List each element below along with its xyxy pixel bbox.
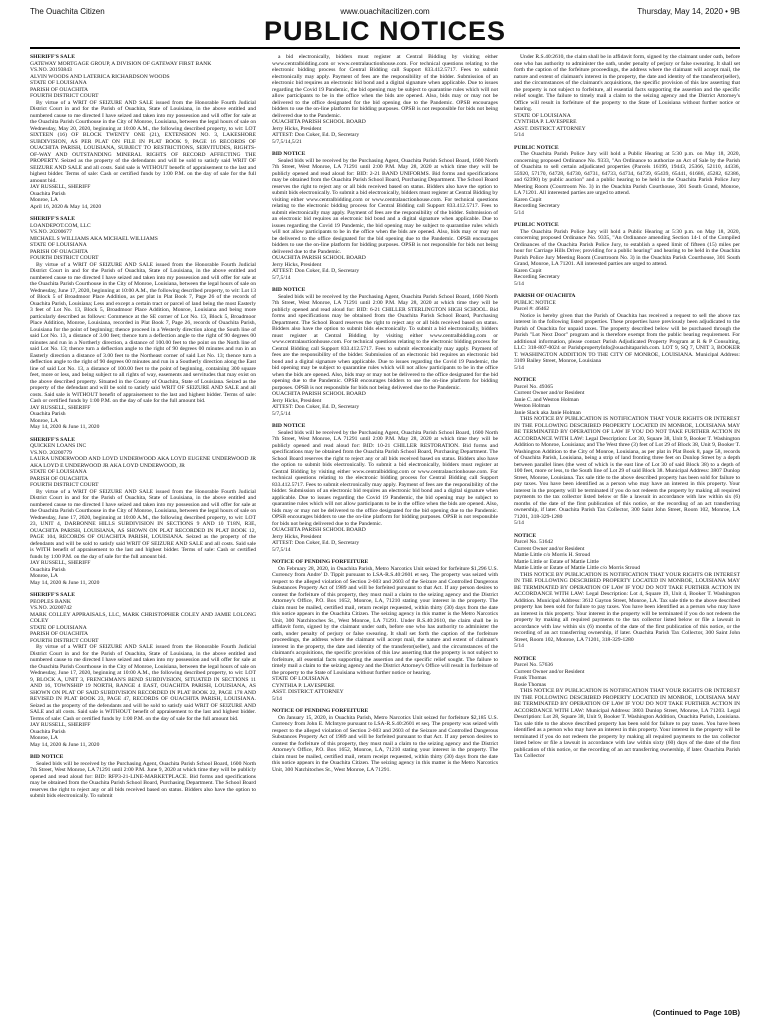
notice-line: PARISH OF OUACHITA	[30, 86, 89, 93]
notice-line: MICHAEL S WILLIAMS AKA MICHAEL WILLIAMS	[30, 235, 158, 242]
notice-body: Sealed bids will be received by the Purchasing Agent, Ouachita Parish School Board, 1600 North 7th Street, West Monroe, LA 71291 until 2:00 P.M. May 28, 2020 at which time they will be publicly opened and read aloud for: BID: 6-21 CHILLER STERLINGTON HIGH SCHOOL. Bid forms and specifications may be obtained from the Ouachita Parish School Board, Purchasing Department. The School Board reserves the right to reject any or all bids received based on status. Bidders also have the option to submit bids electronically. To submit a bid electronically, bidders must register at Central Bidding by visiting either www.centralbidding.com or www.centralauctionhouse.com. For technical questions relating to the electronic bidding process for Central Bidding call Support 833.412.5717. Fees to submit electronically may apply. Payment of fees are the responsibility of the bidder. Submission of an electronic bid requires an electronic bid bond and a digital signature when applicable. Due to issues regarding the Covid 19 Pandemic, the bid opening may be subject to quarantine rules which will not allow participants to be in the office when the bids are opened. Also, bids may or may not be delivered to the office designated for the bid opening due to the Pandemic. OPSB encourages bidders to use the on-line platform for bidding purposes. OPSB is not responsible for bids not being delivered due to the Pandemic.	[272, 293, 498, 391]
notice-signature-line: Recording Secretary	[514, 203, 560, 209]
notice-line: FOURTH DISTRICT COURT	[30, 255, 99, 261]
notice-heading: SHERIFF'S SALE	[30, 592, 75, 598]
notice-line: VS.NO. 20193843	[30, 67, 72, 73]
notice-signature-line: Karen Cupit	[514, 196, 542, 203]
notice-signature-line: Jerry Hicks, President	[272, 125, 322, 132]
legal-notice	[514, 656, 740, 760]
notice-signature-line: ATTEST: Don Coker, Ed. D, Secretary	[272, 132, 360, 138]
notice-line: STATE OF LOUISIANA	[30, 242, 87, 248]
notice-heading: PUBLIC NOTICE	[514, 144, 559, 151]
section-title: PUBLIC NOTICES	[263, 16, 506, 46]
notice-signature-line: STATE OF LOUISIANA	[272, 676, 329, 682]
column-2	[272, 54, 498, 1004]
column-1	[30, 54, 256, 1004]
notice-line: Parcel #: 46462	[514, 306, 550, 312]
notice-body: Under R.S.40:2610, the claim shall be in affidavit form, signed by the claimant under oath, before one who has authority to administer the oath, under penalty of perjury or false swearing. It shall set forth the caption of the forfeiture proceedings, the address where the claimant will accept mail, the nature and extent of claimant's interest in the property, the date and identity of the transferor(seller), and the circumstances of the claimant's acquisitions, the specific provision of this law asserting that the property is not subject to forfeiture, all essential facts supporting the assertion and the specific relief sought. The failure to timely mail a claim to the seizing agency and the District Attorney's Office will result in forfeiture of the property to the State of Louisiana without further notice or hearing.	[514, 54, 740, 112]
notice-heading: PUBLIC NOTICE	[514, 222, 559, 228]
notice-line: PARISH OF OUACHITA	[30, 475, 89, 482]
dateline: Thursday, May 14, 2020 • 9B	[637, 7, 740, 16]
legal-notice	[272, 287, 498, 417]
notice-signature-line: 5/7,5/14,5/21	[272, 138, 302, 145]
legal-notice	[30, 437, 256, 587]
notice-line: LOANDEPOT.COM, LLC	[30, 222, 91, 229]
notice-line: Current Owner and/or Resident	[514, 390, 585, 396]
notice-heading: SHERIFF'S SALE	[30, 436, 75, 443]
notice-line: ALVIN WOODS AND LATERICA RICHARDSON WOODS	[30, 73, 170, 80]
site-url[interactable]: www.ouachitacitizen.com	[340, 7, 430, 16]
notice-line: Parcel No. 57636	[514, 662, 553, 668]
notice-signature-line: OUACHITA PARISH SCHOOL BOARD	[272, 527, 366, 533]
notice-body: The Ouachita Parish Police Jury will hold a Public Hearing at 5:30 p.m. on May 18, 2020, concerning proposed Ordinance No. 9333, "An Ordinance to authorize an Act of Sale by the Parish of Ouachita to sell certain adjudicated properties (Parcels 16199, 19443, 25366, 52110, 44336, 55920, 57170, 64728, 64730, 64731, 64733, 64734, 64739, 65439, 65441, 61686, 45282, 62386, and 62390) by public auction" and a public hearing to be held in the Ouachita Parish Police Jury Meeting Room (Courtroom No. 3) in the Ouachita Parish Courthouse, 301 South Grand, Monroe, LA 71201. All interested parties are urged to attend.	[514, 151, 740, 196]
notice-line: VS.NO. 20200779	[30, 449, 72, 456]
notice-signature-line: OUACHITA PARISH SCHOOL BOARD	[272, 391, 366, 397]
legal-notice	[30, 754, 256, 800]
notice-signature-line: Monroe, LA	[30, 197, 58, 203]
notice-line: VS.NO. 20200742	[30, 605, 72, 611]
notice-line: Mattie Little c/o Morris H. Stroud	[514, 552, 591, 558]
notice-line: Mattie Little or Estate of Mattie Little c/o Morris Stroud	[514, 565, 640, 571]
notice-body: a bid electronically, bidders must register at Central Bidding by visiting either www.centralbidding.com or www.centralauctionhouse.com. For technical questions relating to the electronic bidding process for Central Bidding call Support 833.412.5717. Fees to submit electronically may apply. Payment of fees are the responsibility of the bidder. Submission of an electronic bid requires an electronic bid bond and a digital signature when applicable. Due to issues regarding the Covid 19 Pandemic, the bid opening may be subject to quarantine rules which will not allow participants to be in the office when the bids are opened. Also, bids may or may not be delivered to the office designated for the bid opening due to the Pandemic. OPSB encourages bidders to use the on-line platform for bidding purposes. OPSB is not responsible for bids not being delivered due to the Pandemic.	[272, 54, 498, 119]
column-3	[514, 54, 740, 1004]
notice-line: Current Owner and/or Resident	[514, 668, 585, 675]
notice-body: Sealed bids will be received by the Purchasing Agent, Ouachita Parish School Board, 1600 North 7th Street, West Monroe, LA 71291 until 2:00 P.M. May 28, 2020 at which time they will be publicly opened and read aloud for: BID: 2-21 BAND UNIFORMS. Bid forms and specifications may be obtained from the Ouachita Parish School Board, Purchasing Department. The School Board reserves the right to reject any or all bids received based on status. Bidders also have the option to submit bids electronically. To submit a bid electronically, bidders must register at Central Bidding by visiting either www.centralbidding.com or www.centralauctionhouse.com. For technical questions relating to the electronic bidding process for Central Bidding call Support 833.412.5717. Fees to submit electronically may apply. Payment of fees are the responsibility of the bidder. Submission of an electronic bid requires an electronic bid bond and a digital signature when applicable. Due to issues regarding the Covid 19 Pandemic, the bid opening may be subject to quarantine rules which will not allow participants to be in the office when the bids are opened. Also, bids may or may not be delivered to the office designated for the bid opening due to the Pandemic. OPSB encourages bidders to use the on-line platform for bidding purposes. OPSB is not responsible for bids not being delivered due to the Pandemic.	[272, 157, 498, 255]
notice-line: LAURA UNDERWOOD AND LOYD UNDERWOOD AKA LOYD EUGENE UNDERWOOD JR AKA LOYD E UNDERWOOD JR AKA LOYD UNDERWOOD, JR	[30, 456, 256, 469]
notice-body: The Ouachita Parish Police Jury will hold a Public Hearing at 5:30 p.m. on May 18, 2020, concerning proposed Ordinance No. 9335, "An Ordinance amending Section 14-1 of the Compiled Ordinances of the Ouachita Parish Police Jury, to establish a speed limit of fifteen (15) miles per hour for Carriage Hills Drive; providing for a public hearing" and hearing to be held in the Ouachita Parish Police Jury Meeting Room (Courtroom No. 3) in the Ouachita Parish Courthouse, 301 South Grand, Monroe, LA 71201. All interested parties are urged to attend.	[514, 228, 740, 267]
notice-signature-line: Ouachita Parish	[30, 728, 66, 735]
notice-signature-line: May 14, 2020 & June 11, 2020	[30, 424, 100, 430]
notice-body: By virtue of a WRIT OF SEIZURE AND SALE issued from the Honorable Fourth Judicial District Court in and for the Parish of Ouachita, State of Louisiana, in the above entitled and numbered cause to me directed I have seized and taken into my possession and will offer for sale at the Ouachita Parish Courthouse in the City of Monroe, Louisiana, between the legal hours of sale on Wednesday, May 20, 2020, beginning at 10:00 A.M., the following described property, to wit: LOT SIXTEEN (16) OF BLOCK TWENTY ONE (21), EXTENSION NO. 3, LAKESHORE SUBDIVISION, AS PER PLAT ON FILE IN PLAT BOOK 9, PAGE 16 RECORDS OF OUACHITA PARISH, LOUISIANA, SUBJECT TO RESTRICTIONS, SERVITUDES, RIGHTS-OF-WAY AND OUTSTANDING MINERAL RIGHTS OF RECORD AFFECTING THE PROPERTY. Seized as the property of the defendants and will be sold to satisfy said WRIT OF SEIZURE AND SALE and all costs. Said sale is WITHOUT benefit of appraisement to the last and highest bidder. Terms of sale: Cash or certified funds by 1:00 P.M. on the day of sale for the full amount bid.	[30, 99, 256, 184]
notice-body: Notice is hereby given that the Parish of Ouachita has received a request to sell the above tax interest in the following listed properties. These properties have previously been adjudicated to the Parish of Ouachita for unpaid taxes. The property described below will be purchased through the Parish "Lot Next Door" program and is therefore exempt from the public bearing requirement. For additional information, please contact Parish Adjudicated Property Program at R & P Consulting, LLC: 318-807-0024 or ParishpropertyInfo@ouachitaparish.com. LOT 9, SQ 7, UNIT 3, BOOKER T. WASHINGTON ADDITION TO THE CITY OF MONROE, LOUISIANA. Municipal Address: 3109 Bailey Street, Monroe, Louisiana	[514, 312, 740, 364]
notice-heading: NOTICE	[514, 532, 537, 539]
notice-signature-line: Jerry Hicks, President	[272, 261, 322, 268]
legal-notice	[514, 54, 740, 139]
notice-signature-line: ASST. DISTRICT ATTORNEY	[272, 689, 344, 695]
notice-body: THIS NOTICE BY PUBLICATION IS NOTIFICATION THAT YOUR RIGHTS OR INTEREST IN THE FOLLOWING DESCRIBED PROPERTY LOCATED IN MONROE, LOUISIANA MAY BE TERMINATED BY OPERATION OF LAW IF YOU DO NOT TAKE FURTHER ACTION IN ACCORDANCE WITH LAW: Legal Description: Lot 30, Square 38, Unit 9, Booker T. Washington Addition to Monroe, Louisiana; and The West three (3) feet of Lot 29 of Block 38, Unit 9, Booker T. Washington Addition to the City of Monroe, Louisiana, as per plat in Plat Book 8, page 58, records of Ouachita Parish, Louisiana, being a strip of land fronting three feet on Dunlop Street by a depth between parallel lines (the west of which is the east line of Lot 30 of said Block 38) to a depth of 100 feet, more or less, to the South line of Lot 29 of said Block 38. Municipal Address: 3807 Dunlop Street, Monroe, Louisiana. Tax sale title to the above described property has been sold for failure to pay taxes. You have been identified as a person who may have an interest in this property. Your interest in the property will be terminated if you do not redeem the property by making all required payments to the tax collector listed below or file a lawsuit in accordance with law within six (6) months of the date of the first publication of this notice, or the recording of an act transferring ownership, if later. Ouachita Parish Tax Collector, 300 Saint John Street, Room 102, Monroe, LA 71201, 318-329-1280	[514, 416, 740, 520]
notice-heading: NOTICE OF PENDING FORFEITURE	[272, 708, 369, 714]
notice-line: FOURTH DISTRICT COURT	[30, 482, 99, 488]
continued-note: (Continued to Page 10B)	[652, 1008, 740, 1017]
notice-line: STATE OF LOUISIANA	[30, 80, 87, 86]
legal-notice	[514, 293, 740, 371]
notice-body: Sealed bids will be received by the Purchasing Agent, Ouachita Parish School Board, 1600 North 7th Street, West Monroe, LA 71291 until 2:00 P.M. May 28, 2020 at which time they will be publicly opened and read aloud for: BID: 10-21 CHILLER RESTORATION. Bid forms and specifications may be obtained from the Ouachita Parish School Board, Purchasing Department. The School Board reserves the right to reject any or all bids received based on status. Bidders also have the option to submit bids electronically. To submit a bid electronically, bidders must register at Central Bidding by visiting either www.centralbidding.com or www.centralauctionhouse.com. For technical questions relating to the electronic bidding process for Central Bidding call Support 833.412.5717. Fees to submit electronically may apply. Payment of fees are the responsibility of the bidder. Submission of an electronic bid requires an electronic bid bond and a digital signature when applicable. Due to issues regarding the Covid 19 Pandemic, the bid opening may be subject to quarantine rules which will not allow participants to be in the office when the bids are opened. Also, bids may or may not be delivered to the office designated for the bid opening due to the Pandemic. OPSB encourages bidders to use the on-line platform for bidding purposes. OPSB is not responsible for bids not being delivered due to the Pandemic.	[272, 429, 498, 527]
notice-body: On February 28, 2020, in Ouachita Parish, Metro Narcotics Unit seized for forfeiture $1,296 U.S. Currency from Andre' D. Tippit pursuant to LSA-R.S.40:2601 et seq. The property was seized with respect to the alleged violation of Section 2-603 and 2603 of the Seizure and Controlled Dangerous Substances Property Act of 1989 and will be forfeited pursuant to that Act. If any person desires to contest the forfeiture of this property, they must mail a claim to the seizing agency and the District Attorney's Office, P.O. Box 1652, Monroe, LA, 71210 stating your interest in the property. The claim must be mailed, certified mail, return receipt requested, within thirty (30) days from the date this notice appears in the Ouachita Citizen. The seizing agency in this matter is the Metro Narcotics Unit, 300 Natchitoches St., West Monroe, LA 71291. Under R.S.40:2610, the claim shall be in affidavit form, signed by the claimant under oath, before one who has authority to administer the oath, under penalty of perjury or false swearing. It shall set forth the caption of the forfeiture proceedings, the address where the claimant will accept mail, the nature and extent of claimant's interest in the property, the date and identity of the transferor(seller), and the circumstances of the claimant's acquisitions, the specific provision of this law asserting that the property is not subject to forfeiture, all essential facts supporting the assertion and the specific relief sought. The failure to timely mail a claim to the seizing agency and the District Attorney's Office will result in forfeiture of the property to the State of Louisiana without further notice or hearing.	[272, 565, 498, 676]
legal-notice	[514, 377, 740, 527]
notice-signature-line: 5/14	[514, 280, 524, 287]
notice-signature-line: Karen Cupit	[514, 267, 542, 274]
notice-line: FOURTH DISTRICT COURT	[30, 637, 99, 644]
notice-body: On January 15, 2020, in Ouachita Parish, Metro Narcotics Unit seized for forfeiture $2,185 U.S. Currency from John E. McIntyre pursuant to LSA-R.S.40:2601 et seq. The property was seized with respect to the alleged violation of Section 2-603 and 2603 of the Seizure and Controlled Dangerous Substances Property Act of 1989 and will be forfeited pursuant to that Act. If any person desires to contest the forfeiture of this property, they must mail a claim to the seizing agency and the District Attorney's Office, P.O. Box 1652, Monroe, LA, 71210 stating your interest in the property. The claim must be mailed, certified mail, return receipt requested, within thirty (30) days from the date this notice appears in the Ouachita Citizen. The seizing agency in this matter is the Metro Narcotics Unit, 300 Natchitoches St., West Monroe, LA 71291.	[272, 714, 498, 773]
notice-signature-line: 5/14	[272, 695, 282, 702]
notice-line: PARISH OF OUACHITA	[30, 248, 89, 255]
notice-signature-line: Monroe, LA	[30, 573, 58, 579]
notice-signature-line: JAY RUSSELL, SHERIFF	[30, 560, 91, 566]
notice-line: VS.NO. 20200677	[30, 229, 72, 235]
notice-heading: PARISH OF OUACHITA	[514, 293, 576, 299]
notice-signature-line: Ouachita Parish	[30, 566, 66, 573]
legal-notice	[514, 533, 740, 650]
notice-heading: BID NOTICE	[272, 287, 306, 293]
notice-signature-line: JAY RUSSELL, SHERIFF	[30, 404, 91, 411]
title-rule	[30, 47, 740, 49]
notice-body: By virtue of a WRIT OF SEIZURE AND SALE issued from the Honorable Fourth Judicial District Court in and for the Parish of Ouachita, State of Louisiana, in the above entitled and numbered cause to me directed I have seized and taken into my possession and will offer for sale at the Ouachita Parish Courthouse in the City of Monroe, Louisiana, between the legal hours of sale on Wednesday, June 17, 2020, beginning at 10:00 A.M., the following described property, to wit: Lot 13 of Block 5 of Broadmoor Place Addition, as per plat in Plat Book 7, Page 26 of the records of Ouachita Parish, Louisiana; Less and except a certain tract or parcel of land being the most Easterly 3 feet of Lot No. 13, Block 5, Broadmoor Place Addition, Monroe, Louisiana and being more particularly described as follows: Commence at the SE corner of Lot No. 13, Block 5, Broadmoor Place Addition, Monroe, Louisiana, recorded in Plat Book 7, Page 26, records of Ouachita Parish, Louisiana for the point of beginning; thence proceed in a Westerly direction along the South line of said Lot No. 13, a distance of 3.00 feet; thence turn a deflection angle to the right of 90 degrees 00 minutes and run in a Northerly direction, a distance of 100.00 feet to the point on the North line of said Lot No. 13; thence turn a deflection angle to the right of 90 degrees 00 minutes and run in an Easterly direction a distance of 3.00 feet to the Northeast corner of said Lot No. 13; thence turn a deflection angle to the right of 90 degrees 00 minutes and run in a Southerly direction along the East line of said Lot No. 13, a distance of 100.00 feet to the point of beginning, containing 300 square feet, more or less, and being subject to all rights of way, easements and servitudes that may exist on the above described property. Situated in the County of Ouachita, State of Louisiana. Seized as the property of the defendant and will be sold to satisfy said WRIT OF SEIZURE AND SALE and all costs. Said sale is WITHOUT benefit of appraisement to the last and highest bidder. Terms of sale: Cash or certified funds by 1:00 P.M. on the day of sale for the full amount bid.	[30, 261, 256, 404]
notice-signature-line: ATTEST: Don Coker, Ed. D, Secretary	[272, 540, 360, 546]
notice-signature-line: 5/14	[514, 643, 524, 649]
notice-line: Current Owner and/or Resident	[514, 545, 585, 552]
notice-signature-line: JAY RUSSELL, SHERIFF	[30, 722, 91, 728]
notice-heading: SHERIFF'S SALE	[30, 54, 75, 60]
legal-notice	[30, 592, 256, 748]
notice-signature-line: ATTEST: Don Coker, Ed. D, Secretary	[272, 404, 360, 410]
legal-notice	[30, 216, 256, 431]
notice-signature-line: Ouachita Parish	[30, 411, 66, 417]
notice-signature-line: Recording Secretary	[514, 274, 560, 280]
notice-signature-line: CYNTHIA P. LAVESPERE	[514, 119, 577, 125]
notice-line: QUICKEN LOANS INC	[30, 443, 87, 449]
notice-signature-line: Monroe, LA	[30, 735, 58, 741]
legal-notice	[272, 151, 498, 281]
notice-signature-line: OUACHITA PARISH SCHOOL BOARD	[272, 255, 366, 261]
notice-signature-line: STATE OF LOUISIANA	[514, 112, 571, 119]
legal-notice	[514, 222, 740, 287]
notice-signature-line: 5/7,5/14	[272, 410, 291, 417]
notice-signature-line: Jerry Hicks, President	[272, 533, 322, 540]
notice-signature-line: Ouachita Parish	[30, 190, 66, 197]
paper-name: The Ouachita Citizen	[30, 7, 105, 16]
notice-heading: BID NOTICE	[272, 423, 306, 429]
notice-signature-line: ATTEST: Don Coker, Ed. D, Secretary	[272, 268, 360, 274]
notice-line: PARISH OF OUACHITA	[30, 631, 89, 637]
notice-signature-line: 5/7,5/14	[272, 274, 291, 281]
notice-heading: SHERIFF'S SALE	[30, 216, 75, 222]
notice-line: Janie C. and Weston Holman	[514, 396, 579, 403]
notice-signature-line: May 14, 2020 & June 11, 2020	[30, 579, 100, 586]
legal-notice	[272, 708, 498, 773]
notice-signature-line: OUACHITA PARISH SCHOOL BOARD	[272, 119, 366, 125]
notice-signature-line: CYNTHIA P. LAVESPERE	[272, 682, 335, 689]
notice-body: By virtue of a WRIT OF SEIZURE AND SALE issued from the Honorable Fourth Judicial District Court in and for the Parish of Ouachita, State of Louisiana, in the above entitled and numbered cause to me directed I have seized and taken into my possession and will offer for sale at the Ouachita Parish Courthouse in the City of Monroe, Louisiana, between the legal hours of sale on Wednesday, June 17, 2020, beginning at 10:00 A.M., the following described property, to wit: LOT 9, BLOCK A, UNIT 3, FRENCHMAN'S BEND SUBDIVISION, SITUATED IN SECTIONS 11 AND 16, TOWNSHIP 19 NORTH, RANGE 4 EAST, OUACHITA PARISH, LOUISIANA, AS SHOWN ON PLAT OF SAID SUBDIVISION RECORDED IN PLAT BOOK 22, PAGE 178 AND REVISED IN PLAT BOOK 23, PAGE 47, RECORDS OF OUACHITA PARISH, LOUISIANA. Seized as the property of the defendants and will be sold to satisfy said WRIT OF SEIZURE AND SALE and all costs. Said sale is WITHOUT benefit of appraisement to the last and highest bidder. Terms of sale: Cash or certified funds by 1:00 P.M. on the day of sale for the full amount bid.	[30, 644, 256, 722]
notice-signature-line: May 14, 2020 & June 11, 2020	[30, 741, 100, 748]
legal-notice	[272, 54, 498, 145]
notice-line: PEOPLES BANK	[30, 598, 71, 605]
legal-notice	[272, 423, 498, 553]
notice-body: Sealed bids will be received by the Purchasing Agent, Ouachita Parish School Board, 1600 North 7th Street, West Monroe, LA 71291 until 2:00 P.M. June 9, 2020 at which time they will be publicly opened and read aloud for: BID: RFP3-21-LINE-MARKETPLACE. Bid forms and specifications may be obtained from the Ouachita Parish School Board, Purchasing Department. The School Board reserves the right to reject any or all bids received based on status. Bidders also have the option to submit bids electronically. To submit	[30, 760, 256, 799]
notice-line: Rosie Thomas	[514, 681, 547, 688]
notice-signature-line: 5/14	[514, 520, 524, 526]
notice-signature-line: 5/14	[514, 209, 524, 216]
notice-signature-line: 5/7,5/14	[272, 546, 291, 553]
notice-signature-line: Jerry Hicks, President	[272, 397, 322, 404]
notice-line: Mattie Little or Estate of Mattie Little	[514, 558, 599, 565]
notice-signature-line: JAY RUSSELL, SHERIFF	[30, 184, 91, 190]
notice-signature-line: ASST. DISTRICT ATTORNEY	[514, 125, 586, 132]
legal-notice	[30, 54, 256, 210]
notice-signature-line: Monroe, LA	[30, 417, 58, 424]
notice-signature-line: April 16, 2020 & May 14, 2020	[30, 203, 102, 210]
legal-notice	[272, 559, 498, 702]
notice-line: STATE OF LOUISIANA	[30, 624, 87, 631]
legal-notice	[514, 145, 740, 217]
notice-heading: BID NOTICE	[30, 754, 64, 760]
notice-line: Weston Holman	[514, 403, 551, 409]
notice-line: STATE OF LOUISIANA	[30, 469, 87, 475]
notice-line: Janie Slack aka Janie Holman	[514, 409, 581, 416]
notice-signature-line: 5/14	[514, 132, 524, 138]
notice-heading: BID NOTICE	[272, 151, 306, 157]
notice-line: Parcel No. 51642	[514, 539, 553, 545]
notice-line: MARK COLLEY APPRAISALS, LLC, MARK CHRISTOPHER COLEY AND JAMIE LOLONG COLEY	[30, 611, 256, 624]
notice-line: FOURTH DISTRICT COURT	[30, 93, 99, 99]
notice-body: THIS NOTICE BY PUBLICATION IS NOTIFICATION THAT YOUR RIGHTS OR INTEREST IN THE FOLLOWING DESCRIBED PROPERTY LOCATED IN MONROE, LOUISIANA MAY BE TERMINATED BY OPERATION OF LAW IF YOU DO NOT TAKE FURTHER ACTION IN ACCORDANCE WITH LAW: Municipal Address: 3803 Dunlop Street, Monroe, LA 71203. Legal Description: Lot 28, Square 38, Unit 9, Booker T. Washington Addition, Ouachita Parish, Louisiana. Tax sale title to the above described property has been sold for failure to pay taxes. You have been identified as a person who may have an interest in this property. Your interest in the property will be terminated if you do not redeem the property by making all required payments to the tax collector listed below or file a lawsuit in accordance with law within sixty (60) days of the date of the first publication of this notice, or the recording of an act transferring ownership, if later. Ouachita Parish Tax Collector	[514, 688, 740, 759]
notice-line: GATEWAY MORTGAGE GROUP, A DIVISION OF GATEWAY FIRST BANK	[30, 60, 212, 67]
notice-line: Frank Thomas	[514, 675, 547, 681]
notice-heading: NOTICE	[514, 655, 537, 662]
notice-heading: NOTICE	[514, 377, 537, 383]
notice-line: PUBLIC NOTICE	[514, 299, 556, 306]
notice-body: THIS NOTICE BY PUBLICATION IS NOTIFICATION THAT YOUR RIGHTS OR INTEREST IN THE FOLLOWING DESCRIBED PROPERTY LOCATED IN MONROE, LOUISIANA MAY BE TERMINATED BY OPERATION OF LAW IF YOU DO NOT TAKE FURTHER ACTION IN ACCORDANCE WITH LAW: Legal Description: Lot 4, Square 19, Unit 4, Booker T. Washington Addition. Municipal Address: 3612 Gayton Street, Monroe, LA. Tax sale title to the above described property has been sold for failure to pay taxes. You have been identified as a person who may have an interest in this property. Your interest in the property will be terminated if you do not redeem the property by making all required payments to the tax collector listed below or file a lawsuit in accordance with law within six (6) months of the date of the first publication of this notice, or the recording of an act transferring ownership, if later. Ouachita Parish Tax Collector, 300 Saint John Street, Room 102, Monroe, LA 71201, 318-329-1280	[514, 571, 740, 643]
notice-line: Parcel No. 49365	[514, 383, 553, 390]
notice-signature-line: 5/14	[514, 364, 524, 371]
notice-heading: NOTICE OF PENDING FORFEITURE	[272, 559, 369, 565]
notice-body: By virtue of a WRIT OF SEIZURE AND SALE issued from the Honorable Fourth Judicial District Court in and for the Parish of Ouachita, State of Louisiana, in the above entitled and numbered cause to me directed I have seized and taken into my possession and will offer for sale at the Ouachita Parish Courthouse in the City of Monroe, Louisiana, between the legal hours of sale on Wednesday, June 17, 2020, beginning at 10:00 A.M., the following described property, to wit: LOT 23, UNIT 4, DARBONNE HILLS SUBDIVISION IN SECTIONS 9 AND 10 T18N, R3E, OUACHITA PARISH, LOUISIANA, AS SHOWN ON PLAT RECORDED IN PLAT BOOK 12, PAGE 104, RECORDS OF OUACHITA PARISH, LOUISIANA. Seized as the property of the defendants and will be sold to satisfy said WRIT OF SEIZURE AND SALE and all costs. Said sale is WITH benefit of appraisement to the last and highest bidder. Terms of sale: Cash or certified funds by 1:00 P.M. on the day of sale for the full amount bid.	[30, 488, 256, 560]
